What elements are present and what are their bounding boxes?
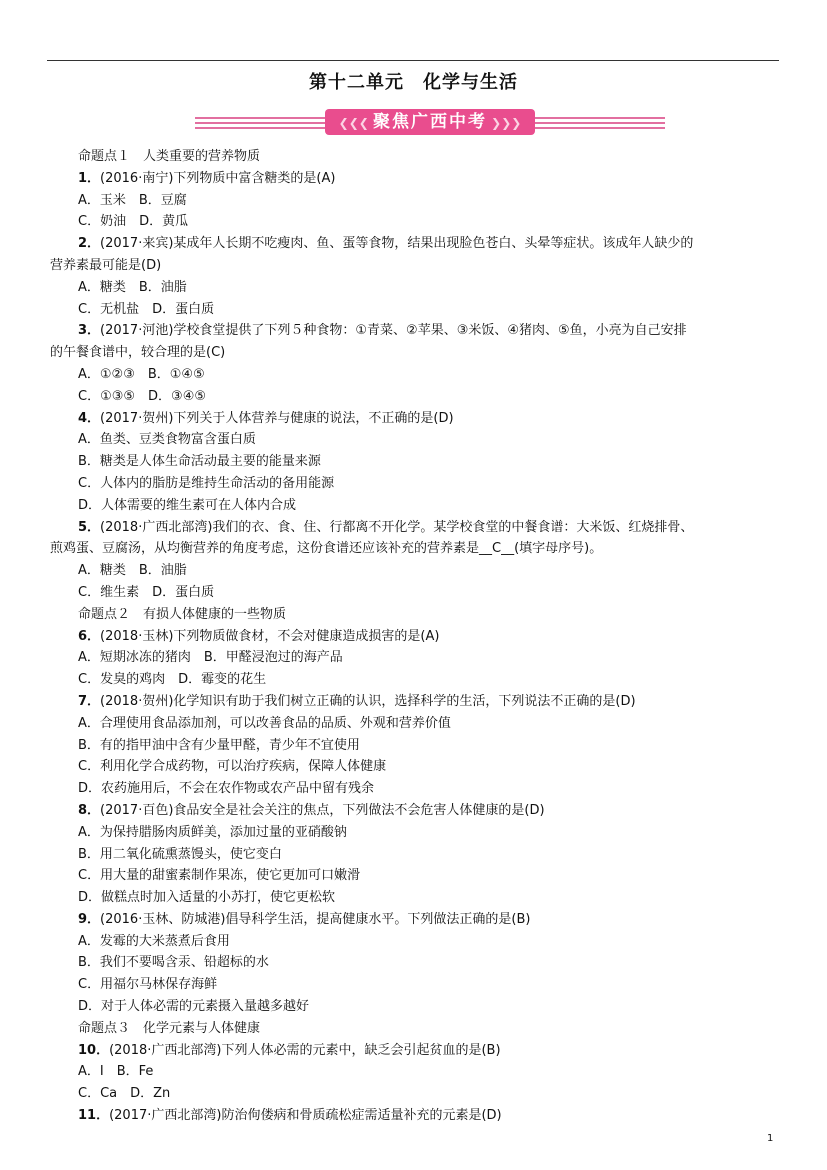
answer-options [78, 1061, 780, 1083]
section-banner [195, 107, 665, 137]
question-text: (2017·百色)食品安全是社会关注的焦点，下列做法不会危害人体健康的是(D) [100, 802, 545, 818]
question-number: 8． [78, 802, 101, 818]
question-number: 7． [78, 693, 101, 709]
option-text: C．奶油 D．黄瓜 [78, 214, 189, 230]
question-number: 2． [78, 236, 101, 252]
answer-options [78, 386, 780, 408]
question-text: (2017·贺州)下列关于人体营养与健康的说法，不正确的是(D) [100, 410, 454, 426]
option-text: B．用二氧化硫熏蒸馒头，使它变白 [78, 846, 282, 862]
option-text: A．发霉的大米蒸煮后食用 [78, 933, 230, 949]
topic-heading-text: 命题点３ 化学元素与人体健康 [78, 1020, 261, 1036]
chevrons-right-icon: ❯❯❯ [487, 116, 522, 130]
answer-options [78, 1083, 780, 1105]
question-number: 1． [78, 170, 101, 186]
question-line [78, 1040, 780, 1062]
question-line [78, 909, 780, 931]
option-text: C．人体内的脂肪是维持生命活动的备用能源 [78, 475, 335, 491]
question-continuation [50, 538, 780, 560]
question-text: (2016·南宁)下列物质中富含糖类的是(A) [100, 170, 336, 186]
question-text: (2017·河池)学校食堂提供了下列５种食物：①青菜、②苹果、③米饭、④猪肉、⑤鱼，小亮为自己安排 [100, 323, 687, 339]
option-text: D．人体需要的维生素可在人体内合成 [78, 497, 297, 513]
answer-options [78, 756, 780, 778]
option-text: D．对于人体必需的元素摄入量越多越好 [78, 999, 310, 1015]
answer-options [78, 647, 780, 669]
question-number: 6． [78, 628, 101, 644]
answer-options [78, 429, 780, 451]
question-number: 4． [78, 410, 101, 426]
option-text: C．用福尔马林保存海鲜 [78, 977, 218, 993]
answer-options [78, 931, 780, 953]
chevrons-left-icon: ❮❮❮ [338, 116, 373, 130]
option-text: A．I B．Fe [78, 1064, 154, 1080]
answer-options [78, 364, 780, 386]
option-text: A．为保持腊肠肉质鲜美，添加过量的亚硝酸钠 [78, 824, 347, 840]
option-text: A．合理使用食品添加剂，可以改善食品的品质、外观和营养价值 [78, 715, 451, 731]
question-number: 10． [78, 1042, 110, 1058]
answer-options [78, 974, 780, 996]
option-text: A．①②③ B．①④⑤ [78, 366, 205, 382]
question-text: (2017·广西北部湾)防治佝偻病和骨质疏松症需适量补充的元素是(D) [109, 1108, 502, 1124]
answer-options [78, 299, 780, 321]
question-text: (2017·来宾)某成年人长期不吃瘦肉、鱼、蛋等食物，结果出现脸色苍白、头晕等症状。该成年人缺少的 [100, 236, 694, 252]
topic-heading [78, 1018, 780, 1040]
question-line [78, 408, 780, 430]
option-text: B．我们不要喝含汞、铅超标的水 [78, 955, 269, 971]
page-number: 1 [767, 1133, 774, 1144]
answer-options [78, 451, 780, 473]
topic-heading [78, 604, 780, 626]
answer-options [78, 887, 780, 909]
banner-pill [325, 109, 535, 135]
question-line [78, 233, 780, 255]
unit-title: 第十二单元 化学与生活 [309, 72, 518, 93]
topic-heading [78, 146, 780, 168]
question-line [78, 320, 780, 342]
option-text: B．有的指甲油中含有少量甲醛，青少年不宜使用 [78, 737, 360, 753]
option-text: C．用大量的甜蜜素制作果冻，使它更加可口嫩滑 [78, 868, 361, 884]
option-text: D．做糕点时加入适量的小苏打，使它更松软 [78, 890, 336, 906]
question-text: (2018·玉林)下列物质做食材，不会对健康造成损害的是(A) [100, 628, 440, 644]
answer-options [78, 844, 780, 866]
question-line [78, 1105, 780, 1127]
banner-lines-right [535, 117, 665, 129]
answer-options [78, 211, 780, 233]
question-text: (2016·玉林、防城港)倡导科学生活，提高健康水平。下列做法正确的是(B) [100, 911, 531, 927]
question-number: 3． [78, 323, 101, 339]
answer-options [78, 495, 780, 517]
question-line [78, 168, 780, 190]
answer-options [78, 778, 780, 800]
question-continuation [50, 342, 780, 364]
question-line [78, 800, 780, 822]
question-text: (2018·贺州)化学知识有助于我们树立正确的认识，选择科学的生活，下列说法不正确的是(D) [100, 693, 636, 709]
question-text: (2018·广西北部湾)我们的衣、食、住、行都离不开化学。某学校食堂的中餐食谱：大米饭、红烧排骨、 [100, 519, 694, 535]
question-number: 11． [78, 1108, 110, 1124]
option-text: C．发臭的鸡肉 D．霉变的花生 [78, 672, 267, 688]
question-text: 煎鸡蛋、豆腐汤，从均衡营养的角度考虑，这份食谱还应该补充的营养素是__C__(填字母序号)。 [50, 541, 603, 557]
answer-options [78, 952, 780, 974]
question-text: 的午餐食谱中，较合理的是(C) [50, 345, 226, 361]
answer-options [78, 822, 780, 844]
answer-options [78, 713, 780, 735]
answer-options [78, 865, 780, 887]
answer-options [78, 190, 780, 212]
topic-heading-text: 命题点１ 人类重要的营养物质 [78, 149, 261, 164]
answer-options [78, 669, 780, 691]
question-continuation [50, 255, 780, 277]
option-text: C．Ca D．Zn [78, 1086, 171, 1102]
answer-options [78, 996, 780, 1018]
question-text: (2018·广西北部湾)下列人体必需的元素中，缺乏会引起贫血的是(B) [109, 1042, 501, 1058]
option-text: B．糖类是人体生命活动最主要的能量来源 [78, 454, 321, 470]
answer-options [78, 560, 780, 582]
question-number: 5． [78, 519, 101, 535]
topic-heading-text: 命题点２ 有损人体健康的一些物质 [78, 606, 287, 622]
option-text: A．糖类 B．油脂 [78, 563, 187, 579]
banner-lines-left [195, 117, 325, 129]
answer-options [78, 277, 780, 299]
option-text: A．短期冰冻的猪肉 B．甲醛浸泡过的海产品 [78, 650, 343, 666]
option-text: C．维生素 D．蛋白质 [78, 584, 215, 600]
option-text: A．玉米 B．豆腐 [78, 192, 187, 208]
question-line [78, 517, 780, 539]
option-text: C．利用化学合成药物，可以治疗疾病，保障人体健康 [78, 759, 387, 775]
question-list [50, 146, 780, 1127]
question-line [78, 626, 780, 648]
banner-text: 聚焦广西中考 [373, 112, 487, 132]
question-line [78, 691, 780, 713]
answer-options [78, 735, 780, 757]
answer-options [78, 582, 780, 604]
header-rule [47, 60, 779, 61]
question-text: 营养素最可能是(D) [50, 257, 162, 273]
option-text: C．①③⑤ D．③④⑤ [78, 388, 207, 404]
option-text: A．糖类 B．油脂 [78, 279, 187, 295]
question-number: 9． [78, 911, 101, 927]
answer-options [78, 473, 780, 495]
option-text: A．鱼类、豆类食物富含蛋白质 [78, 432, 256, 448]
option-text: C．无机盐 D．蛋白质 [78, 301, 215, 317]
option-text: D．农药施用后，不会在农作物或农产品中留有残余 [78, 781, 375, 797]
